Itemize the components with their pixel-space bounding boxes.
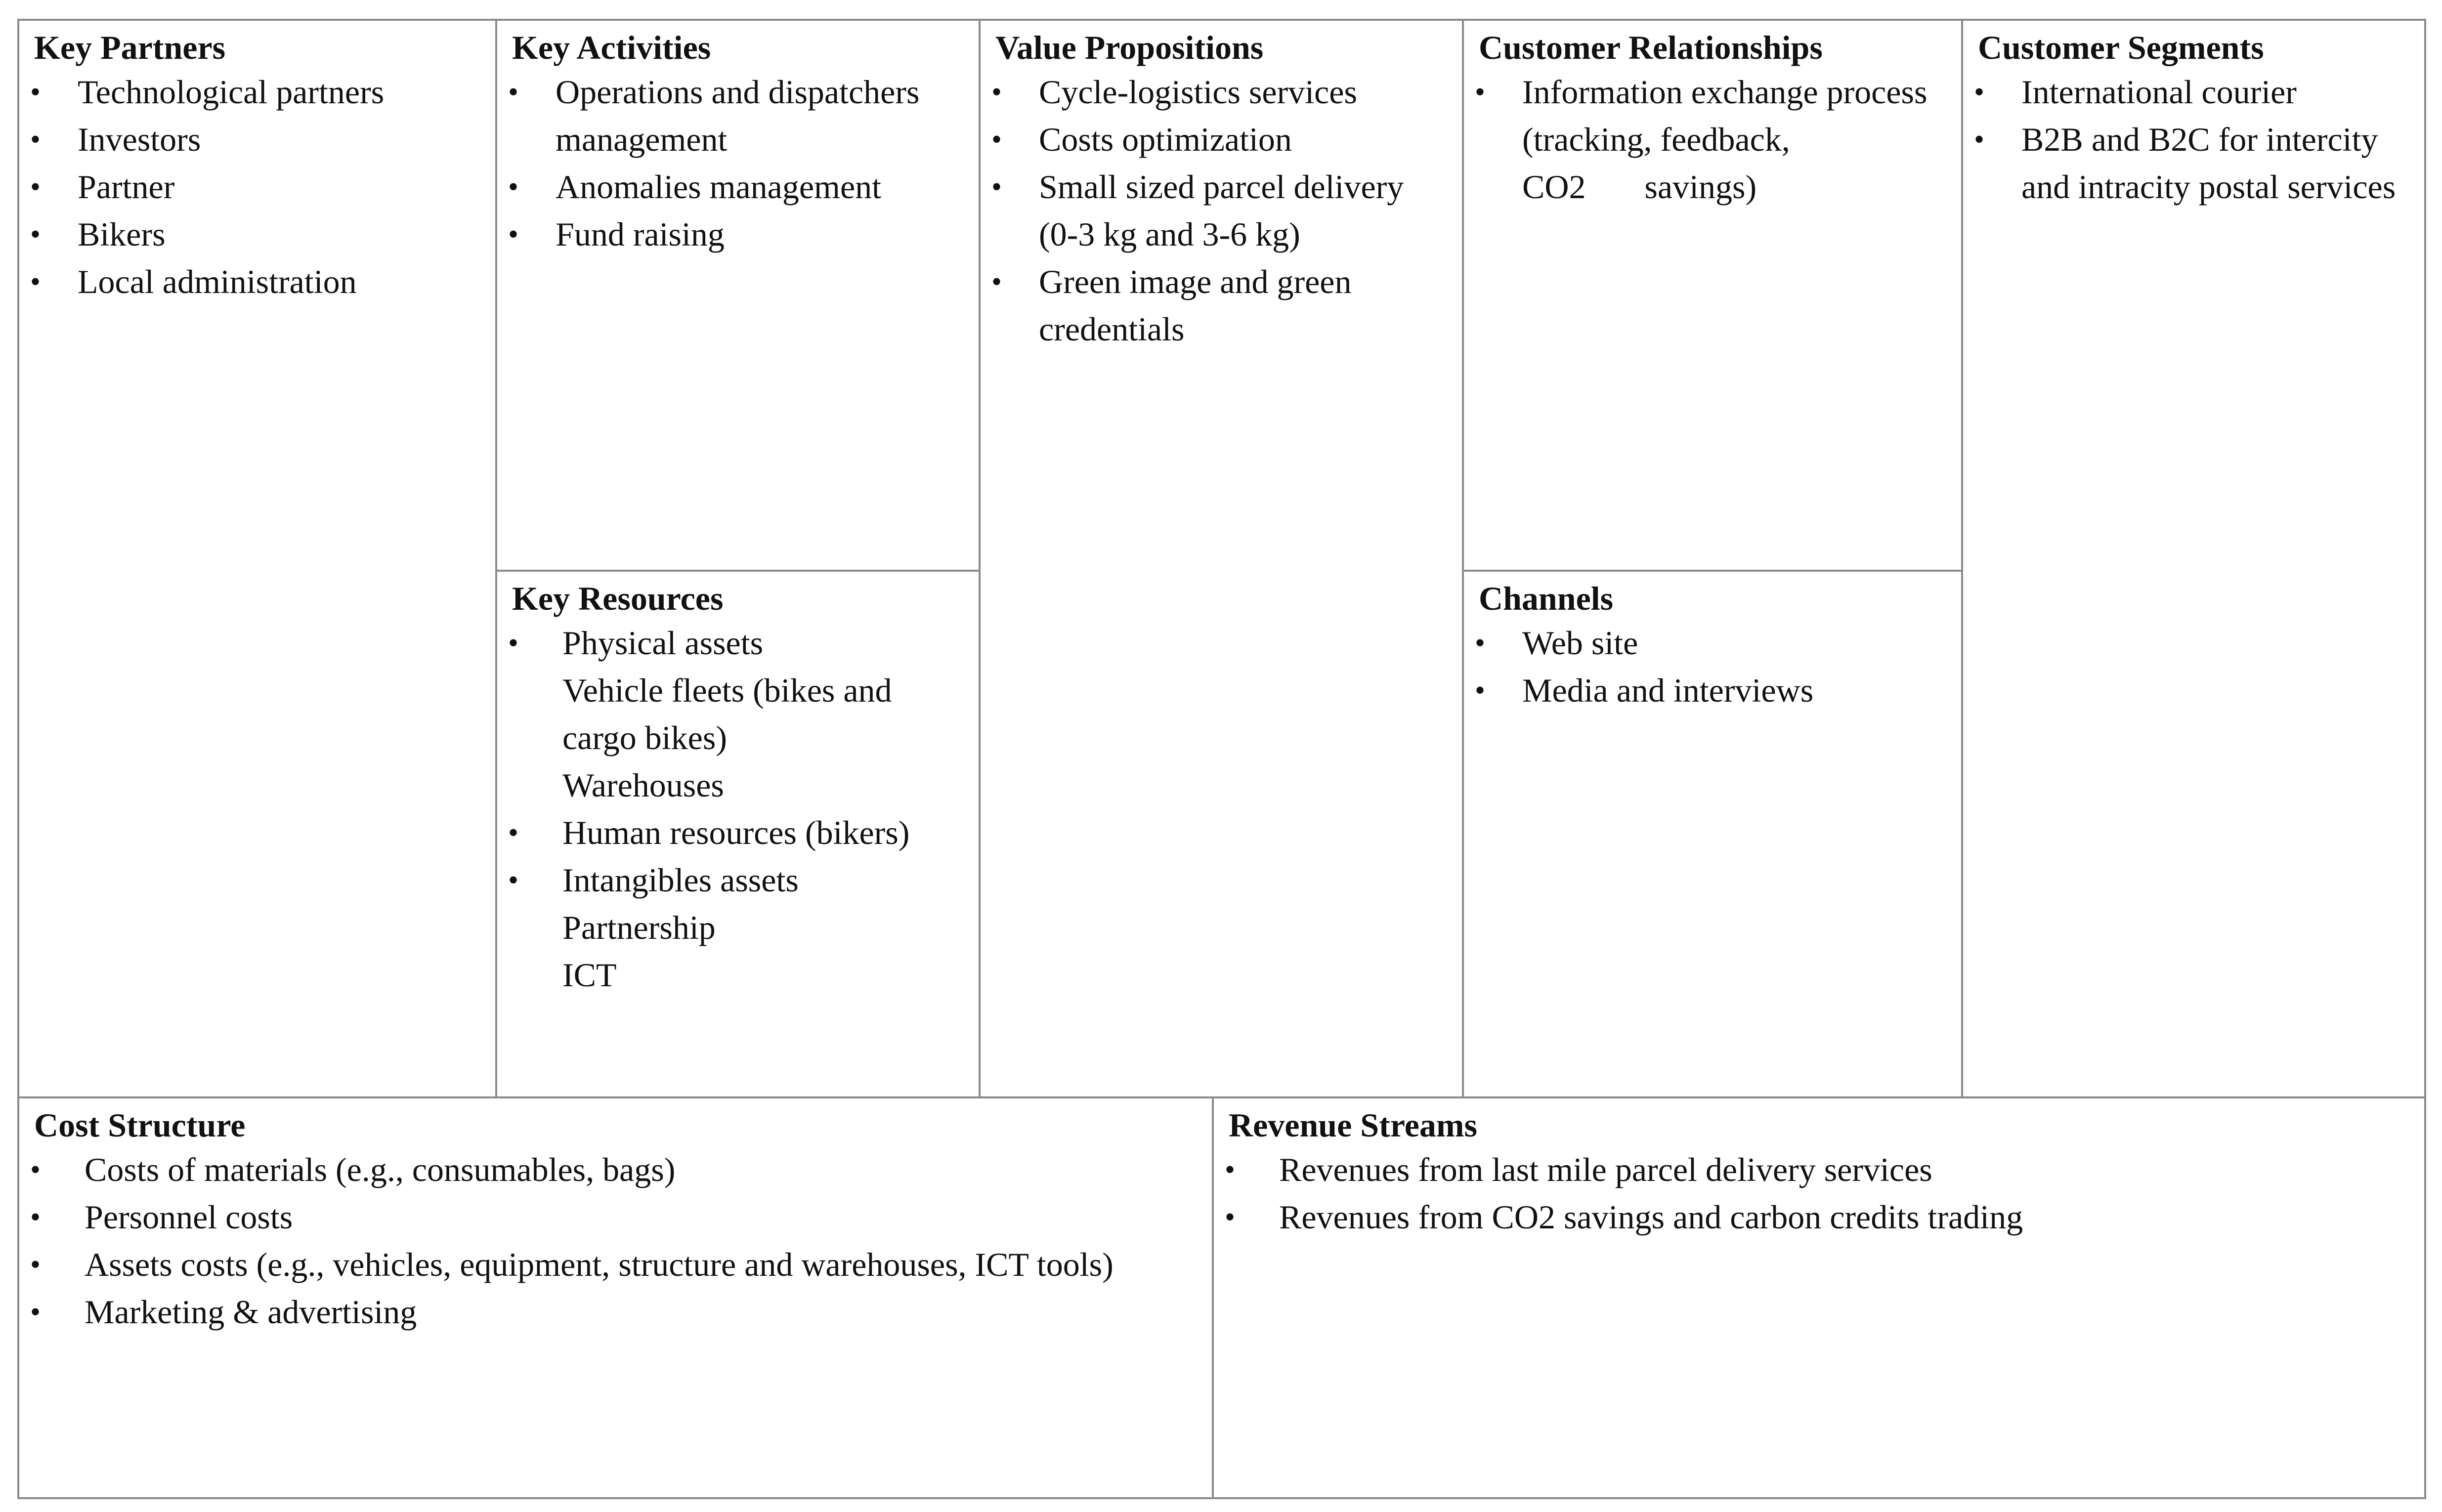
revenue-streams-title: Revenue Streams — [1229, 1106, 1477, 1144]
list-item: • Green image and green credentials — [995, 258, 1447, 353]
list-item: • International courier — [1978, 68, 2409, 116]
list-item: • Media and interviews — [1479, 667, 1946, 714]
key-partners-list — [34, 68, 480, 305]
list-item — [512, 809, 964, 856]
list-item: • Anomalies management — [512, 163, 964, 210]
revenue-streams-list — [1229, 1146, 2409, 1241]
cost-structure-block — [17, 1096, 1214, 1499]
value-propositions-title: Value Propositions — [995, 29, 1264, 66]
list-item: • Revenues from last mile parcel delivery services — [1229, 1146, 2409, 1193]
key-activities-list — [512, 68, 964, 258]
list-item-text: • Intangibles assets — [562, 861, 799, 899]
key-partners-block — [17, 19, 497, 1098]
list-item: • Local administration — [34, 258, 480, 305]
list-item: • Technological partners — [34, 68, 480, 116]
list-item: • B2B and B2C for intercity and intracity postal services — [1978, 116, 2409, 210]
list-item — [512, 619, 964, 809]
list-item-subline: ICT — [562, 956, 617, 994]
channels-title: Channels — [1479, 580, 1614, 617]
list-item-text: • Physical assets — [562, 624, 764, 662]
list-item: • Fund raising — [512, 210, 964, 258]
cost-structure-list — [34, 1146, 1197, 1336]
customer-relationships-block — [1462, 19, 1963, 572]
list-item: • Information exchange process (tracking, feedback, CO2 savings) — [1479, 68, 1946, 210]
list-item: • Personnel costs — [34, 1193, 1197, 1241]
key-resources-title: Key Resources — [512, 580, 724, 617]
value-propositions-list — [995, 68, 1447, 353]
key-partners-title: Key Partners — [34, 29, 226, 66]
list-item: • Web site — [1479, 619, 1946, 667]
customer-segments-list — [1978, 68, 2409, 210]
key-activities-title: Key Activities — [512, 29, 711, 66]
customer-segments-title: Customer Segments — [1978, 29, 2264, 66]
list-item: • Assets costs (e.g., vehicles, equipment, structure and warehouses, ICT tools) — [34, 1241, 1197, 1288]
customer-relationships-title: Customer Relationships — [1479, 29, 1823, 66]
list-item: • Costs optimization — [995, 116, 1447, 163]
list-item: • Revenues from CO2 savings and carbon credits trading — [1229, 1193, 2409, 1241]
list-item-subline: Warehouses — [562, 766, 724, 804]
list-item: • Costs of materials (e.g., consumables, bags) — [34, 1146, 1197, 1193]
list-item-text: • Human resources (bikers) — [562, 814, 910, 851]
list-item-subline: Vehicle fleets (bikes and cargo bikes) — [562, 672, 892, 756]
channels-list — [1479, 619, 1946, 714]
revenue-streams-block — [1212, 1096, 2426, 1499]
customer-relationships-list — [1479, 68, 1946, 210]
list-item — [512, 856, 964, 999]
list-item: • Cycle-logistics services — [995, 68, 1447, 116]
key-resources-list — [512, 619, 964, 999]
cost-structure-title: Cost Structure — [34, 1106, 246, 1144]
list-item-subline: Partnership — [562, 909, 716, 946]
key-resources-block — [495, 570, 981, 1098]
list-item: • Investors — [34, 116, 480, 163]
channels-block — [1462, 570, 1963, 1098]
list-item: • Bikers — [34, 210, 480, 258]
customer-segments-block — [1961, 19, 2426, 1098]
key-activities-block — [495, 19, 981, 572]
list-item: • Partner — [34, 163, 480, 210]
list-item: • Marketing & advertising — [34, 1288, 1197, 1336]
list-item: • Small sized parcel delivery (0-3 kg and 3-6 kg) — [995, 163, 1447, 258]
value-propositions-block — [979, 19, 1464, 1098]
list-item: • Operations and dispatchers management — [512, 68, 964, 163]
